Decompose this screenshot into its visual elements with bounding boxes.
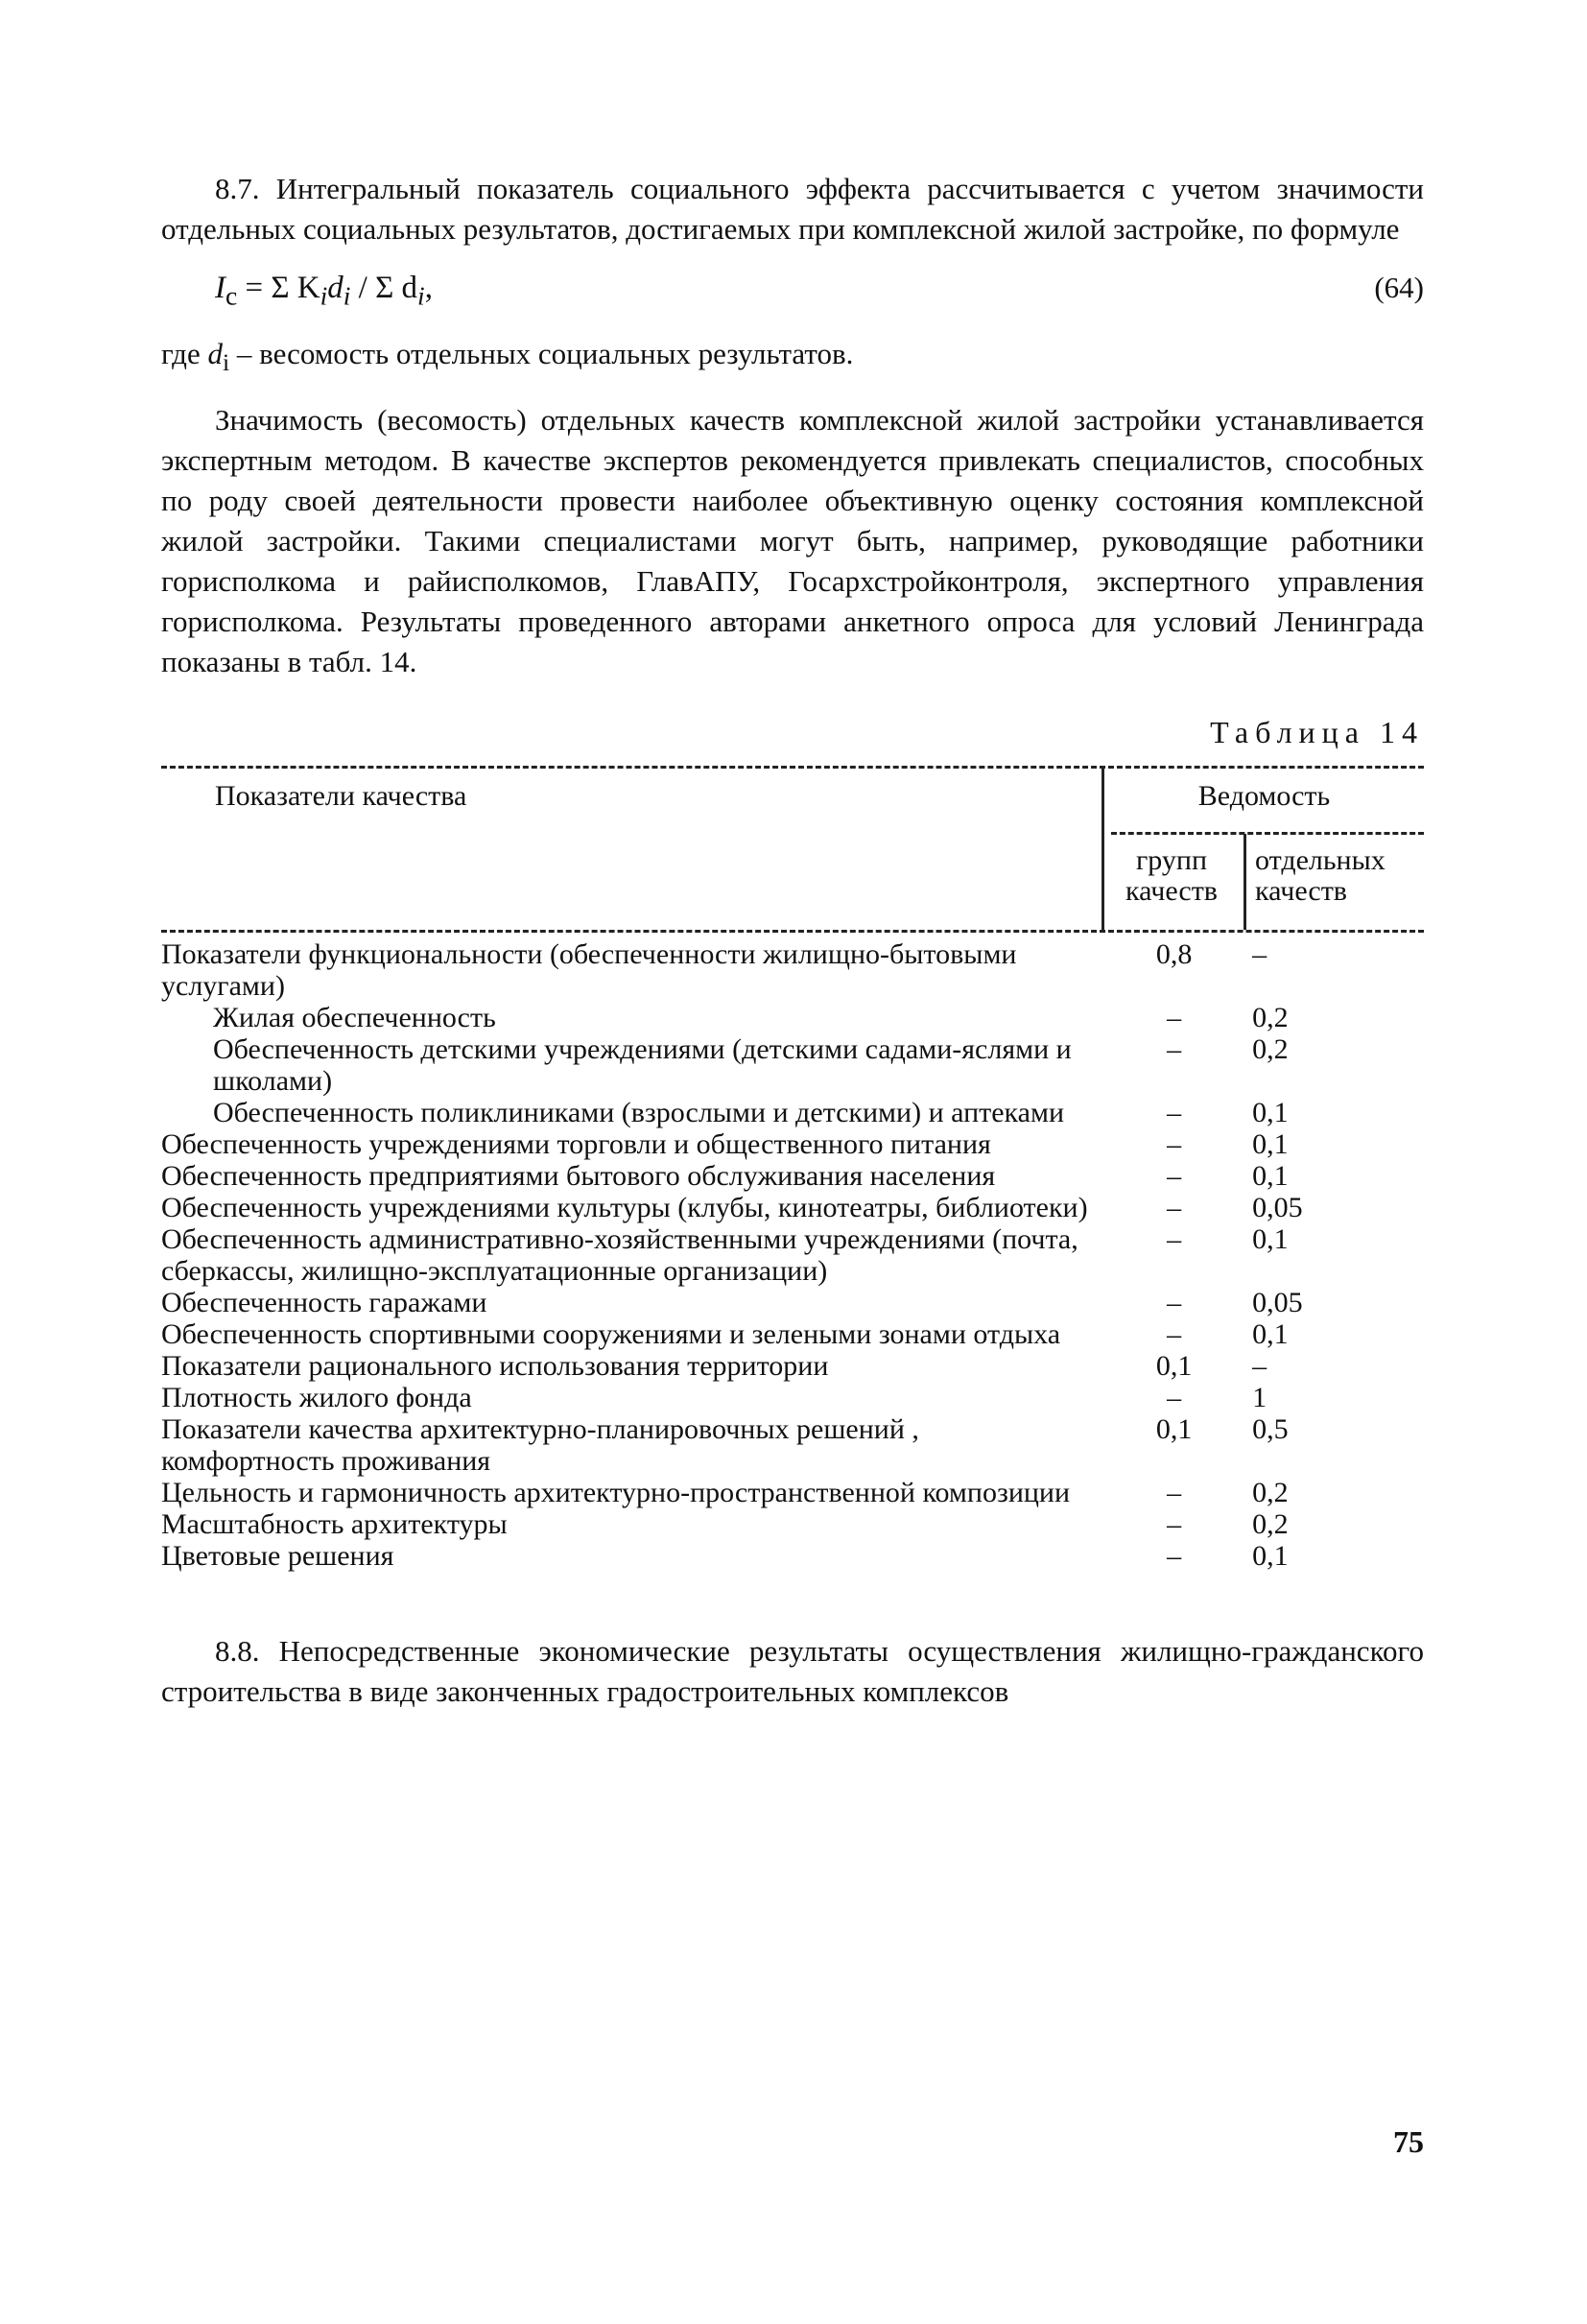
- row-item-weight: –: [1252, 938, 1267, 971]
- formula-d: d: [327, 271, 343, 305]
- table-row: [161, 1002, 1424, 1033]
- table-row: [161, 938, 1424, 1002]
- row-item-weight: 0,2: [1252, 1002, 1289, 1034]
- row-name: Масштабность архитектуры: [161, 1508, 508, 1541]
- row-item-weight: 0,5: [1252, 1413, 1289, 1446]
- table-body: [161, 938, 1424, 1572]
- where-text: – весомость отдельных социальных результатов.: [229, 337, 854, 370]
- row-name: Обеспеченность предприятиями бытового обслуживания населения: [161, 1160, 996, 1193]
- header-col-divider: [1244, 834, 1246, 930]
- table-row: [161, 1382, 1424, 1413]
- table-row: [161, 1287, 1424, 1318]
- row-group-weight: –: [1167, 1477, 1182, 1509]
- row-name: Обеспеченность административно-хозяйственными учреждениями (почта, сберкассы, жилищно-эксплуатационные организации): [161, 1223, 1078, 1288]
- row-group-weight: –: [1167, 1033, 1182, 1066]
- where-var-sub: i: [222, 348, 230, 377]
- outro-paragraph: 8.8. Непосредственные экономические результаты осуществления жилищно-гражданского строительства в виде законченных градостроительных комплексов: [161, 1634, 1424, 1709]
- row-name: Обеспеченность гаражами: [161, 1287, 487, 1319]
- row-name: Обеспеченность учреждениями торговли и общественного питания: [161, 1128, 991, 1161]
- row-group-weight: –: [1167, 1192, 1182, 1224]
- formula-tail: ,: [424, 271, 433, 305]
- table-header: [161, 769, 1424, 930]
- row-group-weight: 0,8: [1155, 938, 1193, 971]
- formula-lhs-sub: c: [225, 280, 238, 311]
- row-group-weight: 0,1: [1155, 1413, 1193, 1446]
- header-quality-indicators: Показатели качества: [215, 780, 467, 813]
- page-number: 75: [1393, 2124, 1424, 2159]
- table-row: [161, 1540, 1424, 1572]
- row-name: Обеспеченность спортивными сооружениями и зелеными зонами отдыха: [161, 1318, 1061, 1351]
- row-item-weight: 0,2: [1252, 1477, 1289, 1509]
- formula: [215, 271, 433, 312]
- formula-d2-sub: i: [417, 280, 425, 311]
- table-row: [161, 1033, 1424, 1097]
- row-name: Цельность и гармоничность архитектурно-пространственной композиции: [161, 1477, 1071, 1509]
- formula-d-sub: i: [343, 280, 351, 311]
- row-item-weight: 1: [1252, 1382, 1267, 1414]
- table-caption: Таблица 14: [1210, 715, 1424, 750]
- table-row: [161, 1413, 1424, 1477]
- header-weight-group: Ведомость: [1197, 780, 1331, 813]
- row-group-weight: –: [1167, 1318, 1182, 1351]
- row-group-weight: 0,1: [1155, 1350, 1193, 1383]
- row-item-weight: 0,1: [1252, 1223, 1289, 1256]
- row-group-weight: –: [1167, 1002, 1182, 1034]
- row-name: Жилая обеспеченность: [213, 1002, 496, 1034]
- table-row: [161, 1192, 1424, 1223]
- row-item-weight: 0,05: [1252, 1287, 1303, 1319]
- table-header-rule: [161, 930, 1424, 933]
- formula-eq: = Σ K: [237, 271, 320, 305]
- table-row: [161, 1097, 1424, 1128]
- header-sub-rule: [1111, 832, 1424, 835]
- row-item-weight: 0,1: [1252, 1097, 1289, 1129]
- table-row: [161, 1318, 1424, 1350]
- row-item-weight: 0,1: [1252, 1318, 1289, 1351]
- row-name: Показатели рационального использования территории: [161, 1350, 829, 1383]
- row-group-weight: –: [1167, 1128, 1182, 1161]
- row-group-weight: –: [1167, 1382, 1182, 1414]
- row-name: Обеспеченность поликлиниками (взрослыми и детскими) и аптеками: [213, 1097, 1065, 1129]
- weights-table: [161, 938, 1424, 1572]
- table-row: [161, 1160, 1424, 1192]
- table-row: [161, 1477, 1424, 1508]
- page-content: [161, 169, 1424, 1712]
- row-group-weight: –: [1167, 1160, 1182, 1193]
- formula-k-sub: i: [320, 280, 328, 311]
- row-item-weight: 0,1: [1252, 1160, 1289, 1193]
- row-group-weight: –: [1167, 1223, 1182, 1256]
- row-name: Показатели качества архитектурно-планировочных решений , комфортность проживания: [161, 1413, 919, 1478]
- formula-slash: / Σ d: [350, 271, 418, 305]
- main-paragraph: Значимость (весомость) отдельных качеств комплексной жилой застройки устанавливается экспертным методом. В качестве экспертов рекомендуется привлекать специалистов, способных по роду своей деятельности провести наиболее объективную оценку состояния комплексной жилой застройки. Такими специалистами могут быть, например, руководящие работники горисполкома и райисполкомов, ГлавАПУ, Госархстройконтроля, экспертного управления горисполкома. Результаты проведенного авторами анкетного опроса для условий Ленинграда показаны в табл. 14.: [161, 403, 1424, 679]
- table-row: [161, 1508, 1424, 1540]
- row-group-weight: –: [1167, 1540, 1182, 1573]
- row-item-weight: 0,2: [1252, 1508, 1289, 1541]
- intro-paragraph: 8.7. Интегральный показатель социального эффекта рассчитывается с учетом значимости отдельных социальных результатов, достигаемых при комплексной жилой застройке, по формуле: [161, 172, 1424, 246]
- where-var: d: [207, 337, 223, 370]
- row-name: Цветовые решения: [161, 1540, 394, 1573]
- row-item-weight: 0,2: [1252, 1033, 1289, 1066]
- row-group-weight: –: [1167, 1508, 1182, 1541]
- formula-lhs: I: [215, 271, 225, 305]
- row-name: Показатели функциональности (обеспеченности жилищно-бытовыми услугами): [161, 938, 1017, 1003]
- row-item-weight: 0,1: [1252, 1540, 1289, 1573]
- row-group-weight: –: [1167, 1097, 1182, 1129]
- where-prefix: где: [161, 337, 208, 370]
- row-item-weight: 0,05: [1252, 1192, 1303, 1224]
- row-group-weight: –: [1167, 1287, 1182, 1319]
- row-item-weight: 0,1: [1252, 1128, 1289, 1161]
- row-name: Плотность жилого фонда: [161, 1382, 472, 1414]
- row-name: Обеспеченность учреждениями культуры (клубы, кинотеатры, библиотеки): [161, 1192, 1088, 1224]
- where-line: [161, 334, 1424, 383]
- table-row: [161, 1350, 1424, 1382]
- row-item-weight: –: [1252, 1350, 1267, 1383]
- table-row: [161, 1223, 1424, 1287]
- formula-row: [161, 259, 1424, 326]
- table-row: [161, 1128, 1424, 1160]
- formula-number: (64): [1374, 271, 1424, 304]
- header-groups-col: групп качеств: [1125, 844, 1218, 908]
- row-name: Обеспеченность детскими учреждениями (детскими садами-яслями и школами): [213, 1033, 1072, 1098]
- header-individual-col: отдельных качеств: [1255, 844, 1386, 908]
